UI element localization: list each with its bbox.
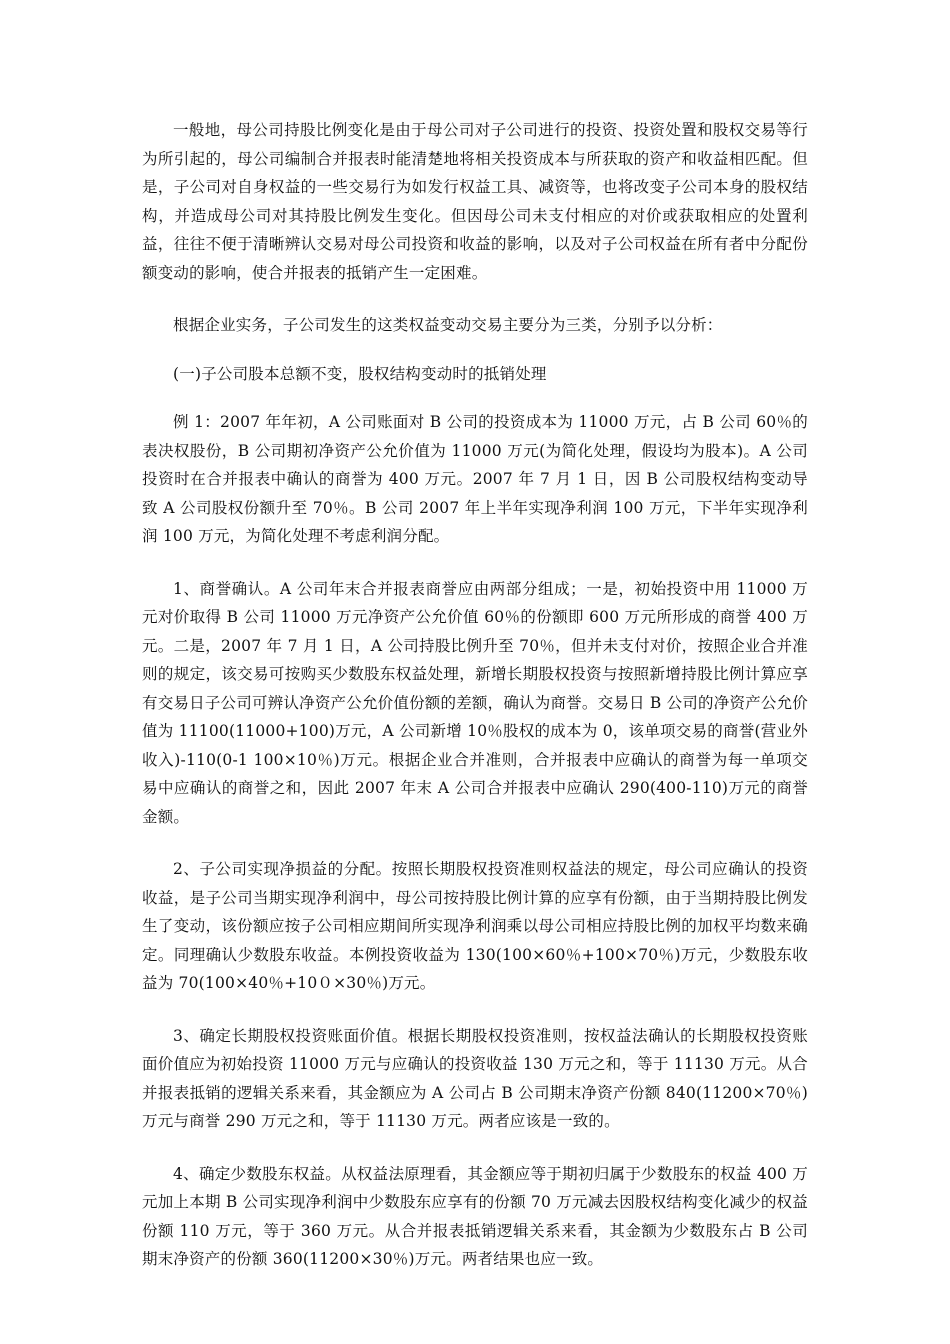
paragraph-investment-book-value: 3、确定长期股权投资账面价值。根据长期股权投资准则，按权益法确认的长期股权投资账面价值应为初始投资 11000 万元与应确认的投资收益 130 万元之和，等于 11130 万元。从合并报表抵销的逻辑关系来看，其金额应为 A 公司占 B 公司期末净资产份额 840(11200×70％)万元与商誉 290 万元之和，等于 11130 万元。两者应该是一致的。	[142, 1026, 808, 1130]
paragraph-goodwill-recognition: 1、商誉确认。A 公司年末合并报表商誉应由两部分组成；一是，初始投资中用 11000 万元对价取得 B 公司 11000 万元净资产公允价值 60％的份额即 600 万元所形成的商誉 400 万元。二是，2007 年 7 月 1 日，A 公司持股比例升至 70％，但并未支付对价，按照企业合并准则的规定，该交易可按购买少数股东权益处理，新增长期股权投资与按照新增持股比例计算应享有交易日子公司可辨认净资产公允价值份额的差额，确认为商誉。交易日 B 公司的净资产公允价值为 11100(11000+100)万元，A 公司新增 10％股权的成本为 0，该单项交易的商誉(营业外收入)-110(0-1 100×10％)万元。根据企业合并准则，合并报表中应确认的商誉为每一单项交易中应确认的商誉之和，因此 2007 年末 A 公司合并报表中应确认 290(400-110)万元的商誉金额。	[142, 579, 808, 826]
paragraph-profit-distribution: 2、子公司实现净损益的分配。按照长期股权投资准则权益法的规定，母公司应确认的投资收益，是子公司当期实现净利润中，母公司按持股比例计算的应享有份额，由于当期持股比例发生了变动，该份额应按子公司相应期间所实现净利润乘以母公司相应持股比例的加权平均数来确定。同理确认少数股东收益。本例投资收益为 130(100×60％+100×70％)万元，少数股东收益为 70(100×40％+10０×30％)万元。	[142, 860, 808, 992]
section-heading: (一)子公司股本总额不变，股权结构变动时的抵销处理	[173, 364, 547, 383]
paragraph-minority-interest: 4、确定少数股东权益。从权益法原理看，其金额应等于期初归属于少数股东的权益 400 万元加上本期 B 公司实现净利润中少数股东应享有的份额 70 万元减去因股权结构变化减少的权益份额 110 万元，等于 360 万元。从合并报表抵销逻辑关系来看，其金额为少数股东占 B 公司期末净资产的份额 360(11200×30％)万元。两者结果也应一致。	[142, 1164, 808, 1268]
paragraph-classification: 根据企业实务，子公司发生的这类权益变动交易主要分为三类，分别予以分析：	[173, 316, 723, 334]
document-body	[142, 116, 808, 1298]
paragraph-intro: 一般地，母公司持股比例变化是由于母公司对子公司进行的投资、投资处置和股权交易等行为所引起的，母公司编制合并报表时能清楚地将相关投资成本与所获取的资产和收益相匹配。但是，子公司对自身权益的一些交易行为如发行权益工具、减资等，也将改变子公司本身的股权结构，并造成母公司对其持股比例发生变化。但因母公司未支付相应的对价或获取相应的处置利益，往往不便于清晰辨认交易对母公司投资和收益的影响，以及对子公司权益在所有者中分配份额变动的影响，使合并报表的抵销产生一定困难。	[142, 121, 808, 282]
paragraph-example-1: 例 1：2007 年年初，A 公司账面对 B 公司的投资成本为 11000 万元，占 B 公司 60％的表决权股份，B 公司期初净资产公允价值为 11000 万元(为简化处理，假设均为股本)。A 公司投资时在合并报表中确认的商誉为 400 万元。2007 年 7 月 1 日，因 B 公司股权结构变动导致 A 公司股权份额升至 70％。B 公司 2007 年上半年实现净利润 100 万元，下半年实现净利润 100 万元，为简化处理不考虑利润分配。	[142, 413, 808, 545]
